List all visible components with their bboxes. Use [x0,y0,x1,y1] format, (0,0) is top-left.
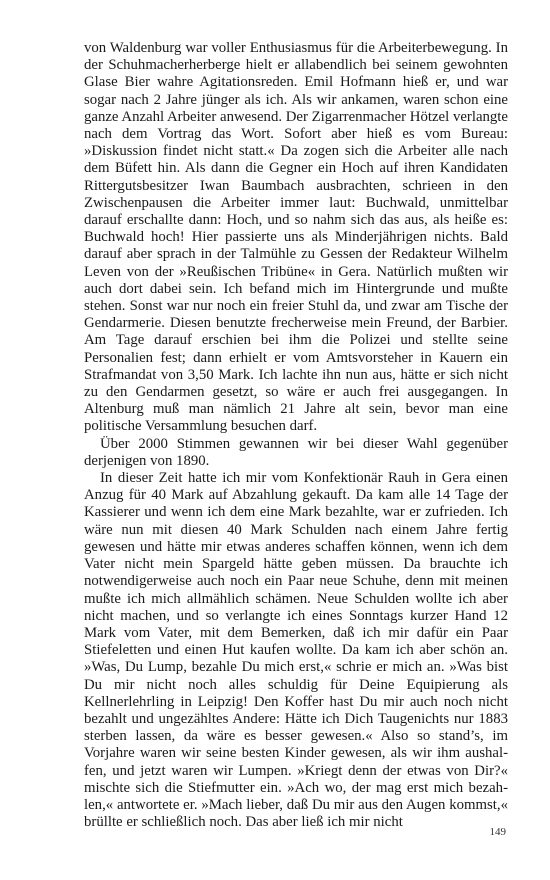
paragraph-2: Über 2000 Stimmen gewannen wir bei dieser Wahl gegenüber derjenigen von 1890. [84,435,508,469]
book-page-body [84,40,508,831]
page-number: 149 [489,826,506,838]
paragraph-1: von Waldenburg war voller Enthusiasmus für die Arbeiterbewegung. In der Schuhmacherherberge hielt er allabendlich bei seinem gewohnten Glase Bier wahre Agitationsreden. Emil Hofmann hieß er, und war sogar nach 2 Jahre jünger als ich. Als wir ankamen, waren schon eine ganze Anzahl Arbeiter anwesend. Der Zigarrenmacher Hötzel verlangte nach dem Vortrag das Wort. Sofort aber hieß es vom Bureau: »Diskussion findet nicht statt.« Da zogen sich die Arbeiter alle nach dem Büfett hin. Als dann die Gegner ein Hoch auf ihren Kandidaten Rittergutsbesitzer Iwan Baumbach ausbrachten, schrieen in den Zwischenpausen die Arbeiter immer laut: Buchwald, unmittelbar darauf erschallte dann: Hoch, und so nahm sich das aus, als heiße es: Buchwald hoch! Hier passierte uns als Minderjährigen nichts. Bald darauf aber sprach in der Talmühle zu Gessen der Redakteur Wilhelm Leven von der »Reußischen Tribüne« in Gera. Natürlich mußten wir auch dort dabei sein. Ich befand mich im Hintergrunde und mußte stehen. Sonst war nur noch ein freier Stuhl da, und zwar am Tische der Gendarmerie. Diesen benutzte frecherweise mein Freund, der Barbier. Am Tage darauf erschien bei ihm die Polizei und stellte seine Personalien fest; dann erhielt er vom Amtsvorsteher in Kauern ein Strafmandat von 3,50 Mark. Ich lachte ihn nun aus, hätte er sich nicht zu den Gendarmen gesetzt, so wäre er auch frei ausgegangen. In Altenburg muß man nämlich 21 Jahre alt sein, bevor man eine politische Versammlung besuchen darf. [84,40,508,435]
paragraph-3: In dieser Zeit hatte ich mir vom Konfektionär Rauh in Gera einen Anzug für 40 Mark auf Abzahlung gekauft. Da kam alle 14 Tage der Kassierer und wenn ich dem eine Mark bezahlte, war er zufrieden. Ich wäre nun mit diesen 40 Mark Schulden nach einem Jahre fertig gewesen und hätte mir etwas anderes schaffen können, wenn ich dem Vater nicht mein Spargeld hätte geben müssen. Da brauchte ich notwendigerweise auch noch ein Paar neue Schuhe, denn mit meinen mußte ich mich allmählich schämen. Neue Schulden wollte ich aber nicht machen, und so verlangte ich eines Sonntags kurzer Hand 12 Mark vom Vater, mit dem Bemerken, daß ich mir dafür ein Paar Stiefeletten und einen Hut kaufen wollte. Da kam ich aber schön an. »Was, Du Lump, bezahle Du mich erst,« schrie er mich an. »Was bist Du mir nicht noch alles schuldig für Deine Equipierung als Kellnerlehrling in Leipzig! Den Koffer hast Du mir auch noch nicht bezahlt und ungezähltes Andere: Hätte ich Dich Taugenichts nur 1883 sterben lassen, da wäre es besser gewesen.« Also so stand’s, im Vorjahre waren wir seine besten Kinder gewesen, als wir ihm aushalfen, und jetzt waren wir Lumpen. »Kriegt denn der etwas von Dir?« mischte sich die Stiefmutter ein. »Ach wo, der mag erst mich bezahlen,« antwortete er. »Mach lieber, daß Du mir aus den Augen kommst,« brüllte er schließlich noch. Das aber ließ ich mir nicht [84,470,508,831]
